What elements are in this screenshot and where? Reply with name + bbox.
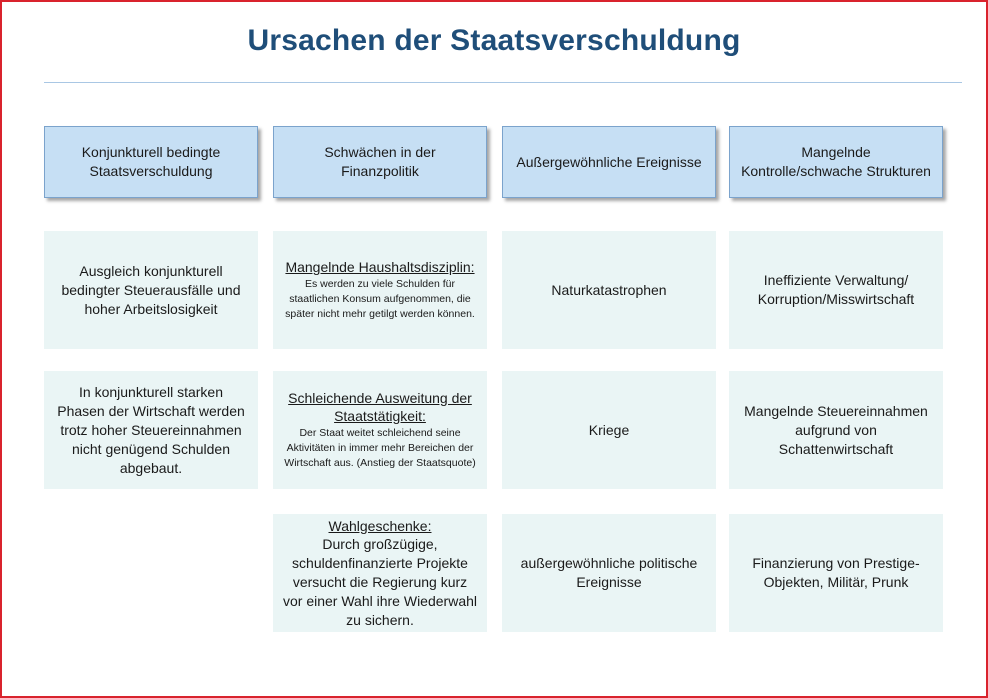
- cell-text: Finanzierung von Prestige-Objekten, Militär, Prunk: [752, 555, 920, 590]
- cell-text: Mangelnde Steuereinnahmen aufgrund von Schattenwirtschaft: [744, 402, 928, 457]
- cell-text: In konjunkturell starken Phasen der Wirtschaft werden trotz hoher Steuereinnahmen nicht genügend Schulden abgebaut.: [57, 383, 245, 476]
- cell-text: Ausgleich konjunkturell bedingter Steuerausfälle und hoher Arbeitslosigkeit: [61, 262, 241, 317]
- cell-text: Kriege: [588, 421, 630, 438]
- cell-col2-row3: [273, 514, 487, 632]
- cell-text: Ineffiziente Verwaltung/ Korruption/Misswirtschaft: [757, 272, 915, 307]
- cell-heading: Wahlgeschenke:: [328, 517, 432, 534]
- cell-col2-row1: [273, 231, 487, 349]
- cell-text: außergewöhnliche politische Ereignisse: [520, 555, 698, 590]
- cell-heading: Schleichende Ausweitung der Staatstätigkeit:: [288, 390, 472, 424]
- cell-col3-row3: [502, 514, 716, 632]
- cell-text: Der Staat weitet schleichend seine Aktivitäten in immer mehr Bereichen der Wirtschaft aus. (Anstieg der Staatsquote): [284, 427, 476, 469]
- header-finanzpolitik: Schwächen in der Finanzpolitik: [273, 126, 487, 198]
- cell-col4-row2: [729, 371, 943, 489]
- cell-col2-row2: [273, 371, 487, 489]
- cell-col1-row1: [44, 231, 258, 349]
- cell-col4-row1: [729, 231, 943, 349]
- title-divider: [44, 82, 962, 83]
- cell-col1-row2: [44, 371, 258, 489]
- cell-col3-row2: [502, 371, 716, 489]
- cell-text: Naturkatastrophen: [551, 281, 667, 298]
- cell-text: Durch großzügige, schuldenfinanzierte Projekte versucht die Regierung kurz vor einer Wahl ihre Wiederwahl zu sichern.: [283, 535, 477, 628]
- cell-text: Es werden zu viele Schulden für staatlichen Konsum aufgenommen, die später nicht mehr getilgt werden können.: [285, 278, 475, 320]
- cell-heading: Mangelnde Haushaltsdisziplin:: [285, 259, 475, 275]
- page-title: Ursachen der Staatsverschuldung: [247, 24, 741, 57]
- header-strukturen: Mangelnde Kontrolle/schwache Strukturen: [729, 126, 943, 198]
- header-konjunkturell: Konjunkturell bedingte Staatsverschuldung: [44, 126, 258, 198]
- header-ereignisse: Außergewöhnliche Ereignisse: [502, 126, 716, 198]
- cell-col3-row1: [502, 231, 716, 349]
- cell-col4-row3: [729, 514, 943, 632]
